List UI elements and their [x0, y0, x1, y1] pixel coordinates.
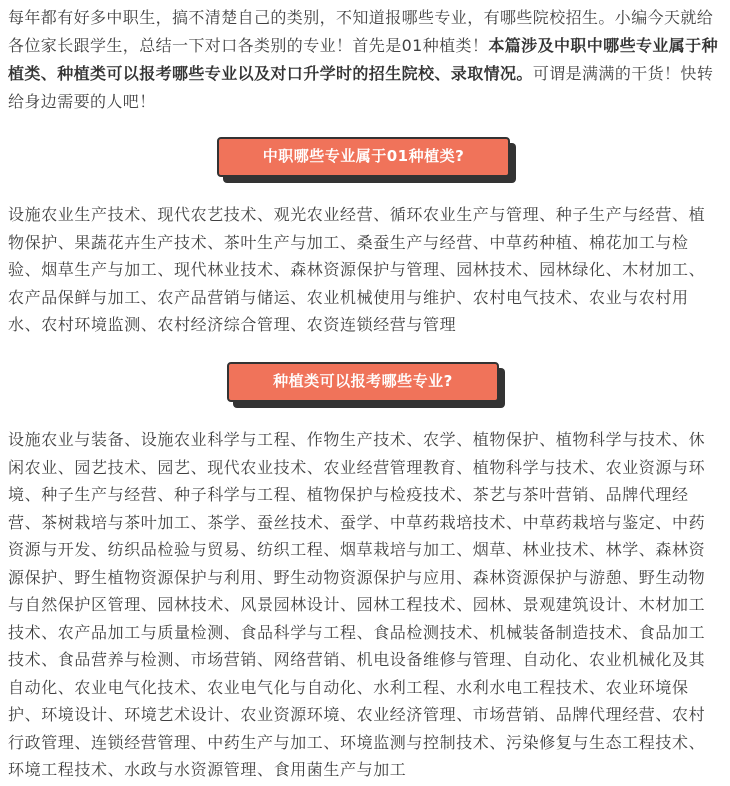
section2-banner-title: 种植类可以报考哪些专业? — [227, 362, 499, 402]
section1-content: 设施农业生产技术、现代农艺技术、观光农业经营、循环农业生产与管理、种子生产与经营、植物保护、果蔬花卉生产技术、茶叶生产与加工、桑蚕生产与经营、中草药种植、棉花加工与检验、烟草生产与加工、现代林业技术、森林资源保护与管理、园林技术、园林绿化、木材加工、农产品保鲜与加工、农产品营销与储运、农业机械使用与维护、农村电气技术、农业与农村用水、农村环境监测、农村经济综合管理、农资连锁经营与管理 — [8, 205, 706, 334]
intro-text-1: 每年都有好多中职生，搞不清楚自己的类别，不知道报哪些专业，有哪些院校招生。小编今天就给各位家长跟学生，总结一下对口各类别的专业！首先是01种植类！ — [8, 8, 714, 55]
section1-banner — [217, 137, 510, 177]
intro-bold-text: 本篇涉及中职中哪些专业属于种植类、种植类可以报考哪些专业以及对口升学时的招生院校、录取情况。 — [8, 36, 718, 83]
section2-banner — [227, 362, 499, 402]
section1-banner-title: 中职哪些专业属于01种植类? — [217, 137, 510, 177]
intro-text-2: 可谓是满满的干货！快转给身边需要的人吧！ — [8, 64, 714, 111]
intro-paragraph — [8, 4, 720, 116]
section2-content: 设施农业与装备、设施农业科学与工程、作物生产技术、农学、植物保护、植物科学与技术、休闲农业、园艺技术、园艺、现代农业技术、农业经营管理教育、植物科学与技术、农业资源与环境、种子生产与经营、种子科学与工程、植物保护与检疫技术、茶艺与茶叶营销、品牌代理经营、茶树栽培与茶叶加工、茶学、蚕丝技术、蚕学、中草药栽培技术、中草药栽培与鉴定、中药资源与开发、纺织品检验与贸易、纺织工程、烟草栽培与加工、烟草、林业技术、林学、森林资源保护、野生植物资源保护与利用、野生动物资源保护与应用、森林资源保护与游憩、野生动物与自然保护区管理、园林技术、风景园林设计、园林工程技术、园林、景观建筑设计、木材加工技术、农产品加工与质量检测、食品科学与工程、食品检测技术、机械装备制造技术、食品加工技术、食品营养与检测、市场营销、网络营销、机电设备维修与管理、自动化、农业机械化及其自动化、农业电气化技术、农业电气化与自动化、水利工程、水利水电工程技术、农业环境保护、环境设计、环境艺术设计、农业资源环境、农业经济管理、市场营销、品牌代理经营、农村行政管理、连锁经营管理、中药生产与加工、环境监测与控制技术、污染修复与生态工程技术、环境工程技术、水政与水资源管理、食用菌生产与加工 — [8, 430, 706, 779]
